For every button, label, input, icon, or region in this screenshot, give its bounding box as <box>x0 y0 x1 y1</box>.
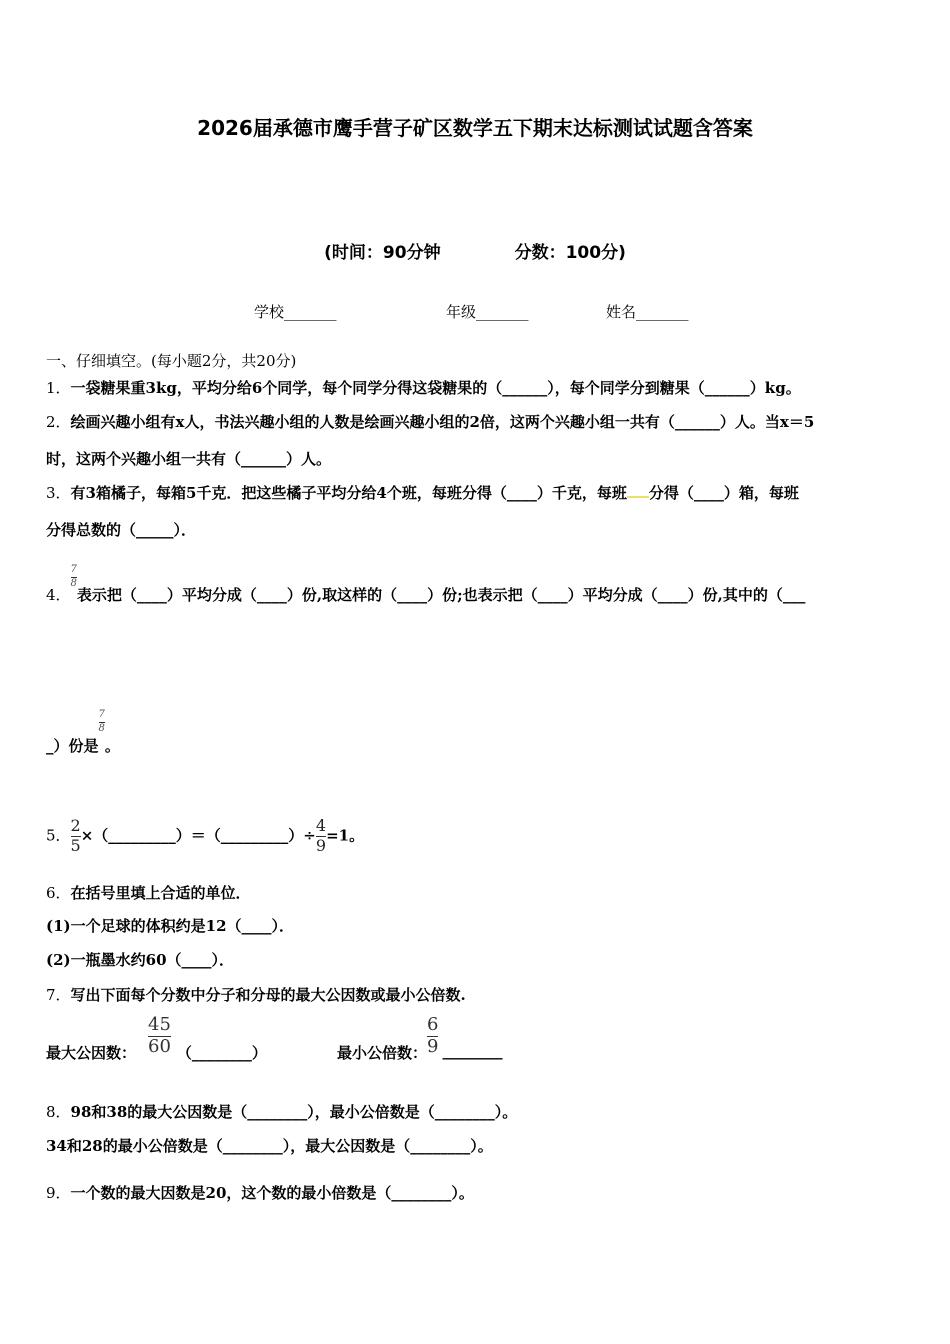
question-number: 6． <box>46 884 71 902</box>
question-text: 有3箱橘子，每箱5千克．把这些橘子平均分给4个班，每班分得（____）千克，每班 <box>70 484 627 502</box>
question-6-part-1: (1)一个足球的体积约是12（____）． <box>46 917 295 935</box>
question-number: 1． <box>46 379 71 397</box>
fraction-two-fifths: $\frac{2}{5}$ <box>70 816 81 855</box>
gcd-answer-blank: （________） <box>176 1044 267 1062</box>
question-text: 在括号里填上合适的单位． <box>70 884 251 902</box>
question-7 <box>46 984 466 1005</box>
total-score: 分数：100分) <box>514 243 626 263</box>
question-text: _）份是 <box>46 737 99 755</box>
question-9 <box>46 1182 474 1203</box>
question-2-continued: 时，这两个兴趣小组一共有（______）人。 <box>46 450 332 468</box>
question-text: 一袋糖果重3kg，平均分给6个同学，每个同学分得这袋糖果的（______），每个同学分到糖果（______）kg。 <box>70 379 801 397</box>
question-2 <box>46 411 814 432</box>
question-3 <box>46 482 799 503</box>
question-text-cont: 分得（____）箱，每班 <box>648 484 799 502</box>
question-text: 98和38的最大公因数是（________），最小公倍数是（________）。 <box>70 1103 518 1121</box>
question-number: 8． <box>46 1103 71 1121</box>
question-text: 一个数的最大因数是20，这个数的最小倍数是（________）。 <box>70 1184 474 1202</box>
fraction-seven-eighths: $\frac{7}{8}$ <box>70 564 77 589</box>
lcm-answer-blank: ________ <box>442 1042 503 1060</box>
fraction-45-60: $\frac{45}{60}$ <box>148 1014 171 1057</box>
question-text: 绘画兴趣小组有x人，书法兴趣小组的人数是绘画兴趣小组的2倍，这两个兴趣小组一共有（______）人。当x＝5 <box>70 413 815 431</box>
question-text-end: 。 <box>104 737 120 755</box>
question-4-continued <box>46 710 120 756</box>
question-text: 写出下面每个分数中分子和分母的最大公因数或最小公倍数. <box>70 986 466 1004</box>
gcd-label: 最大公因数： <box>46 1044 137 1062</box>
question-number: 9． <box>46 1184 71 1202</box>
grade-field: 年级_______ <box>446 303 529 321</box>
question-3-continued: 分得总数的（_____）． <box>46 521 197 539</box>
time-limit: (时间：90分钟 <box>324 243 441 263</box>
question-4 <box>46 565 805 605</box>
section-heading: 一、仔细填空。(每小题2分，共20分) <box>46 352 297 370</box>
question-1 <box>46 377 801 398</box>
page-title: 2026届承德市鹰手营子矿区数学五下期末达标测试试题含答案 <box>197 116 753 140</box>
school-field: 学校_______ <box>254 303 337 321</box>
question-5 <box>46 818 364 855</box>
question-number: 4． <box>46 586 71 604</box>
exam-meta <box>0 238 950 263</box>
question-7-gcd <box>46 1016 267 1063</box>
question-text: 表示把（____）平均分成（____）份,取这样的（____）份;也表示把（____）平均分成（____）份,其中的（___ <box>76 586 806 604</box>
question-number: 5． <box>46 826 71 845</box>
question-8 <box>46 1101 517 1122</box>
question-6-part-2: (2)一瓶墨水约60（____）． <box>46 951 235 969</box>
question-7-lcm <box>337 1016 502 1063</box>
question-text-end: =1。 <box>326 826 365 845</box>
fraction-6-9: $\frac{6}{9}$ <box>427 1014 439 1057</box>
question-number: 2． <box>46 413 71 431</box>
question-6 <box>46 882 251 903</box>
lcm-label: 最小公倍数： <box>337 1044 428 1062</box>
fraction-four-ninths: $\frac{4}{9}$ <box>315 816 327 855</box>
question-8-continued: 34和28的最小公倍数是（________），最大公因数是（________）。 <box>46 1137 493 1155</box>
question-text: ×（_________）＝（_________）÷ <box>80 826 316 845</box>
fraction-seven-eighths: $\frac{7}{8}$ <box>98 709 105 734</box>
highlight-mark <box>627 484 649 498</box>
question-number: 3． <box>46 484 71 502</box>
question-number: 7． <box>46 986 71 1004</box>
name-field: 姓名_______ <box>606 303 689 321</box>
